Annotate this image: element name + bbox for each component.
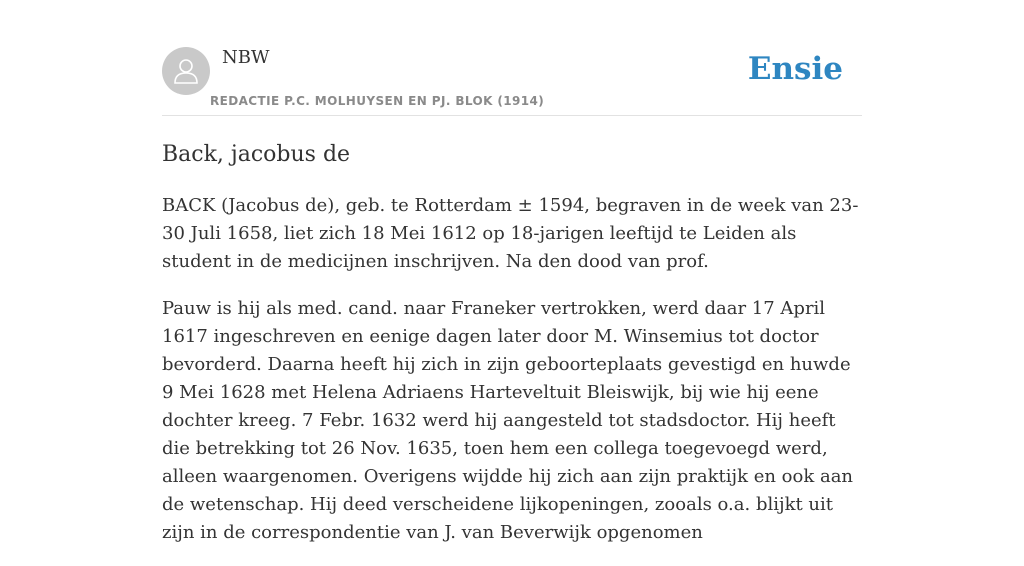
avatar[interactable] <box>162 47 210 95</box>
article-page <box>162 0 862 543</box>
source-subtitle: REDACTIE P.C. MOLHUYSEN EN PJ. BLOK (1914) <box>210 94 545 108</box>
article-paragraph: BACK (Jacobus de), geb. te Rotterdam ± 1594, begraven in de week van 23-30 Juli 1658, liet zich 18 Mei 1612 op 18-jarigen leeftijd te Leiden als student in de medicijnen inschrijven. Na den dood van prof. <box>162 195 859 272</box>
source-name[interactable]: NBW <box>222 47 270 68</box>
user-icon <box>173 57 199 85</box>
article-paragraph: Pauw is hij als med. cand. naar Franeker vertrokken, werd daar 17 April 1617 ingeschreven en eenige dagen later door M. Winsemius tot doctor bevorderd. Daarna heeft hij zich in zijn geboorteplaats gevestigd en huwde 9 Mei 1628 met Helena Adriaens Harteveltuit Bleiswijk, bij wie hij eene dochter kreeg. 7 Febr. 1632 werd hij aangesteld tot stadsdoctor. Hij heeft die betrekking tot 26 Nov. 1635, toen hem een collega toegevoegd werd, alleen waargenomen. Overigens wijdde hij zich aan zijn praktijk en ook aan de wetenschap. Hij deed verscheidene lijkopeningen, zooals o.a. blijkt uit zijn in de correspondentie van J. van Beverwijk opgenomen <box>162 298 854 543</box>
article-title: Back, jacobus de <box>162 142 351 167</box>
ensie-logo[interactable]: Ensie <box>747 51 843 87</box>
article-body <box>162 192 862 566</box>
source-header <box>162 0 862 116</box>
